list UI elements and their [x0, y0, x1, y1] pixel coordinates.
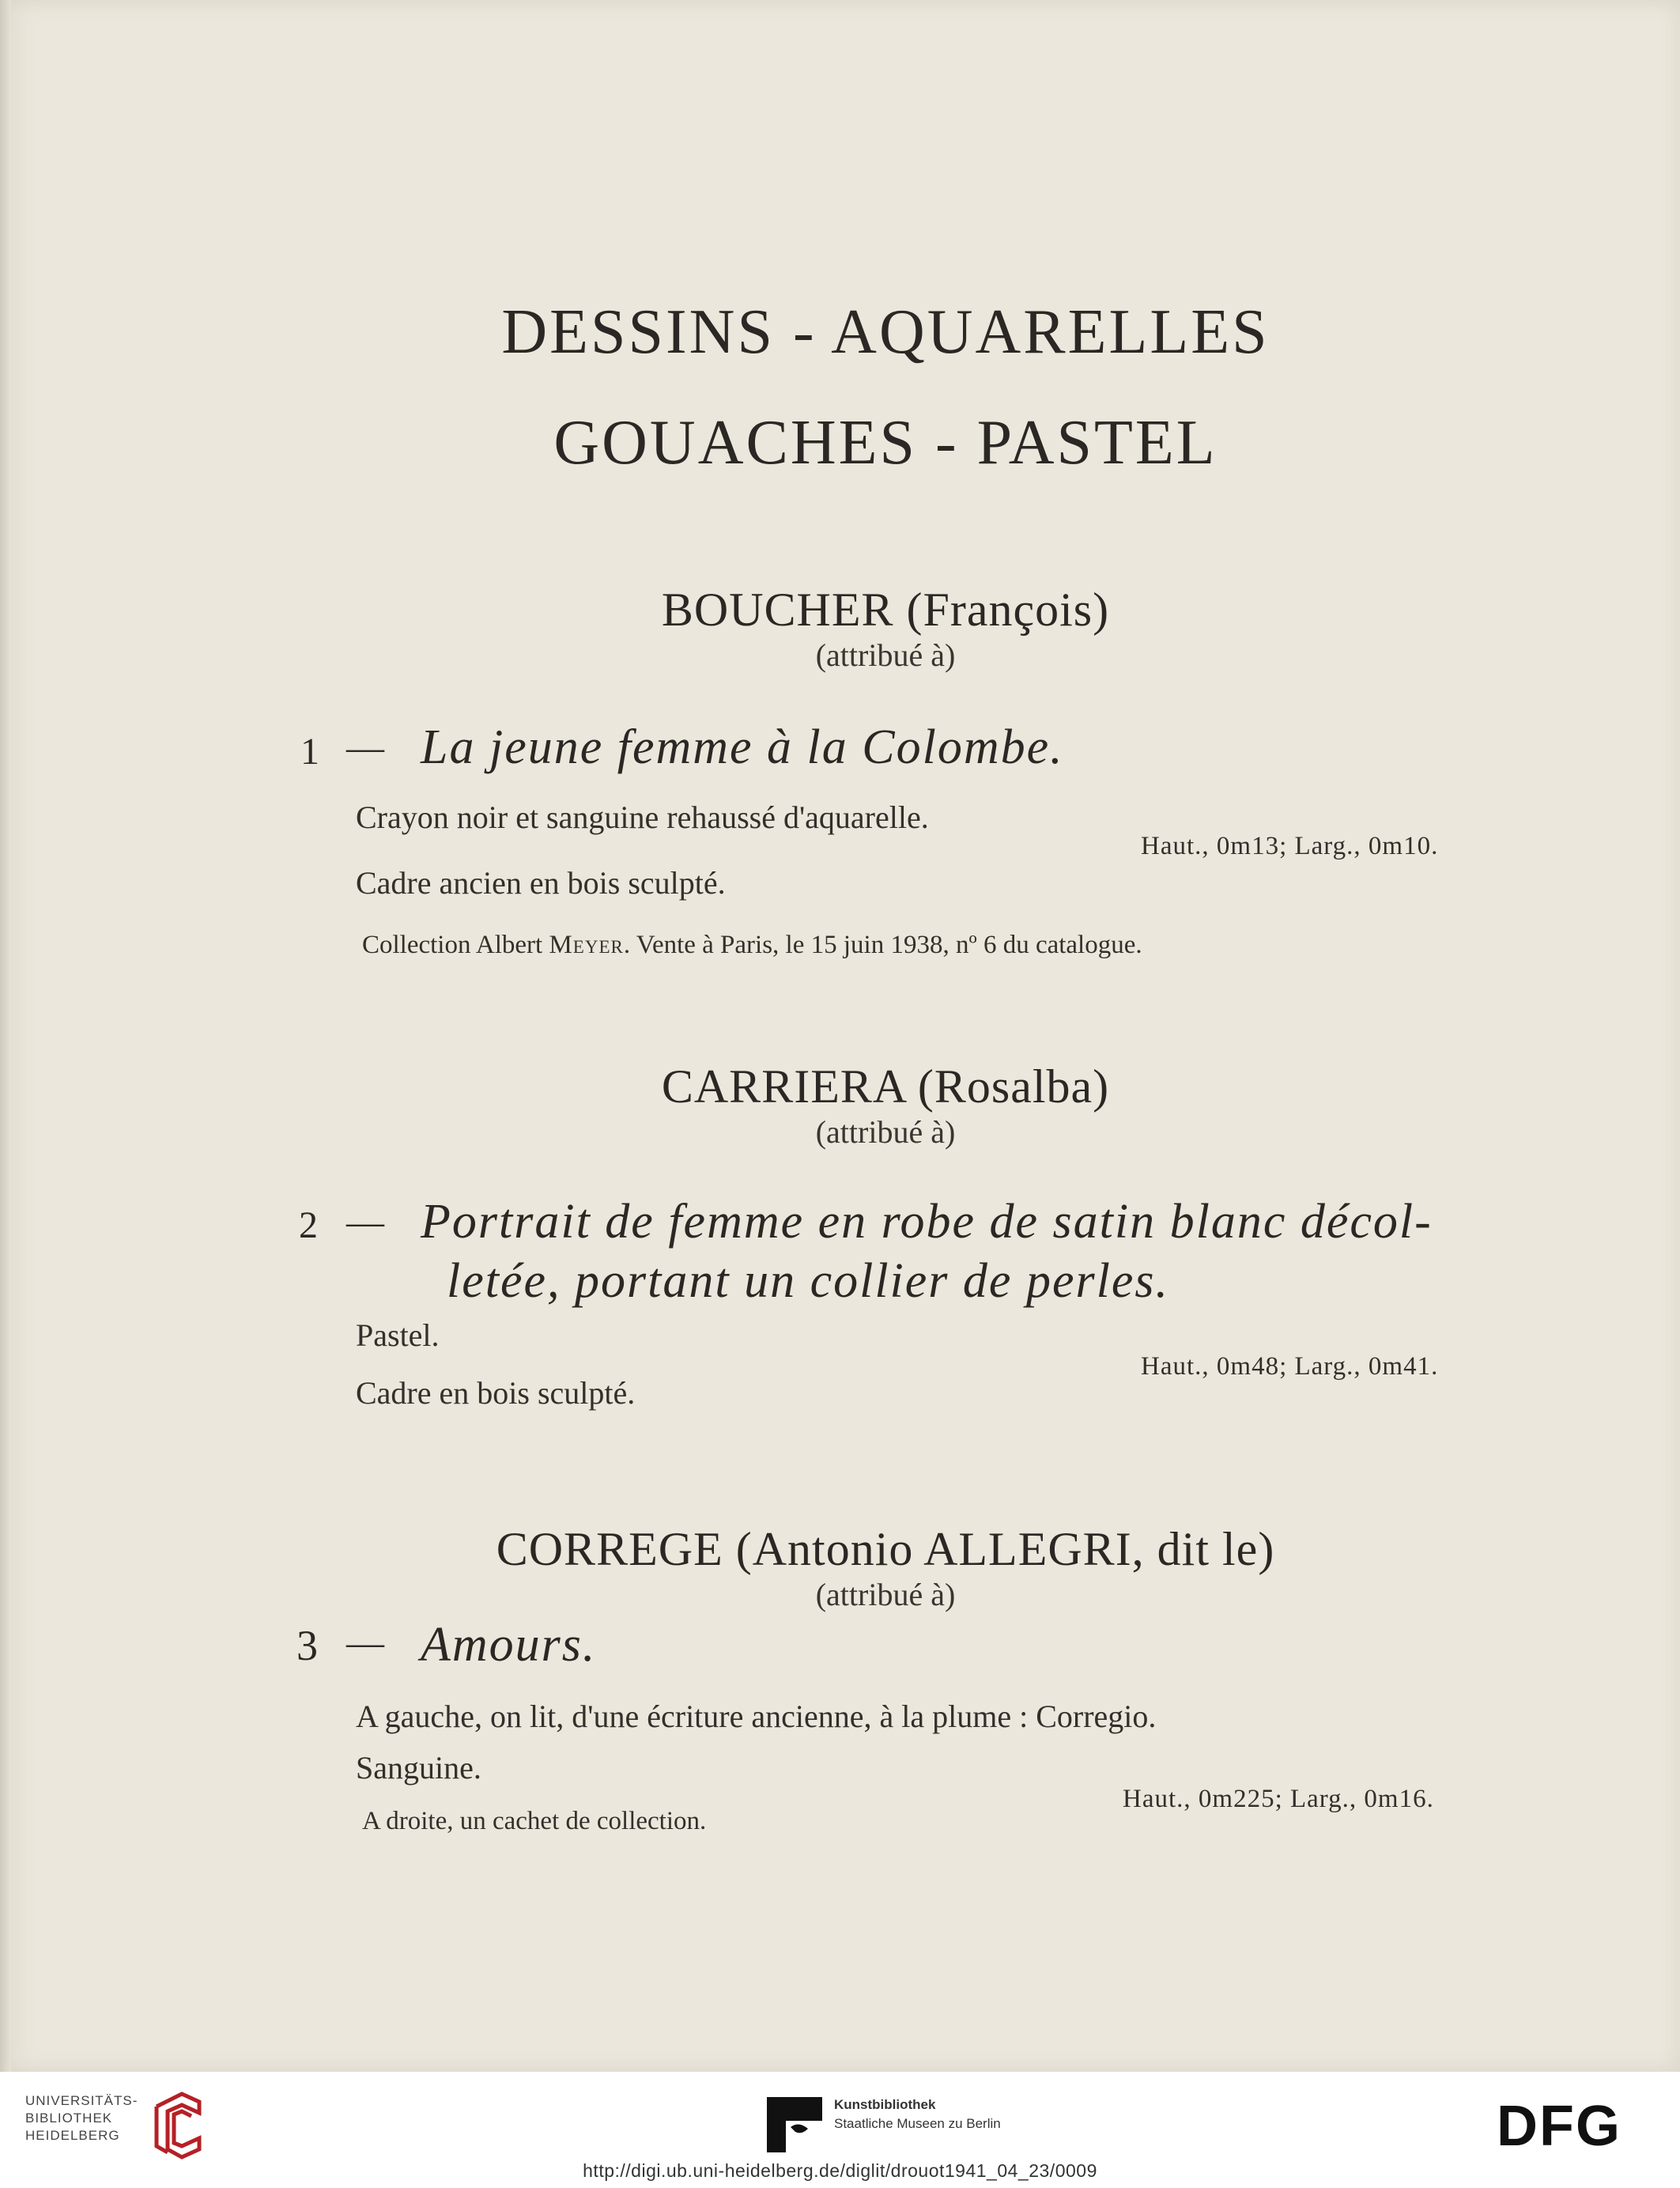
lot-1-frame: Cadre ancien en bois sculpté. — [356, 865, 726, 901]
lot-1-number: 1 — [300, 731, 319, 773]
lot-3-title: Amours. — [421, 1618, 597, 1672]
lot-2-frame: Cadre en bois sculpté. — [356, 1375, 636, 1411]
lot-1-artist: BOUCHER (François) — [661, 584, 1110, 636]
lot-2-dash: — — [346, 1201, 384, 1243]
page-heading-line-2: GOUACHES - PASTEL — [553, 408, 1218, 478]
lot-1-attribution: (attribué à) — [815, 637, 956, 673]
lot-2-medium: Pastel. — [356, 1317, 440, 1353]
page-heading-line-1: DESSINS - AQUARELLES — [501, 297, 1270, 367]
uhd-line-1: UNIVERSITÄTS- — [25, 2093, 138, 2108]
kb-name: Kunstbibliothek — [834, 2097, 936, 2112]
lot-2-dimensions: Haut., 0m48; Larg., 0m41. — [1141, 1352, 1439, 1381]
lot-2-title-line-2: letée, portant un collier de perles. — [447, 1254, 1169, 1308]
lot-1-title: La jeune femme à la Colombe. — [421, 720, 1064, 774]
lot-1-dash: — — [346, 727, 384, 769]
source-url[interactable]: http://digi.ub.uni-heidelberg.de/diglit/drouot1941_04_23/0009 — [583, 2160, 1097, 2181]
lot-2-title-line-1: Portrait de femme en robe de satin blanc décol- — [421, 1195, 1433, 1249]
lot-3-stamp: A droite, un cachet de collection. — [362, 1807, 707, 1835]
uhd-logo-icon — [150, 2091, 206, 2162]
lot-2-artist: CARRIERA (Rosalba) — [661, 1060, 1110, 1113]
uhd-line-2: BIBLIOTHEK — [25, 2111, 113, 2126]
lot-3-medium: Sanguine. — [356, 1750, 481, 1786]
lot-1-provenance: Collection Albert Meyer. Vente à Paris, le 15 juin 1938, nº 6 du catalogue. — [362, 931, 1142, 959]
lot-2-attribution: (attribué à) — [815, 1114, 956, 1150]
kunstbibliothek-logo-icon — [767, 2097, 822, 2152]
uhd-library-name — [25, 2092, 138, 2145]
lot-3-attribution: (attribué à) — [815, 1577, 956, 1612]
lot-2-number: 2 — [299, 1204, 318, 1246]
kb-subtitle: Staatliche Museen zu Berlin — [834, 2116, 1001, 2131]
lot-3-dimensions: Haut., 0m225; Larg., 0m16. — [1123, 1785, 1434, 1813]
lot-1-dimensions: Haut., 0m13; Larg., 0m10. — [1141, 832, 1439, 860]
lot-3-dash: — — [346, 1622, 384, 1664]
lot-3-inscription: A gauche, on lit, d'une écriture ancienne, à la plume : Corregio. — [356, 1699, 1157, 1734]
lot-3-artist: CORREGE (Antonio ALLEGRI, dit le) — [496, 1523, 1275, 1575]
dfg-logo: DFG — [1497, 2095, 1621, 2158]
kunstbibliothek-name — [834, 2095, 1001, 2133]
footer-bar — [0, 2072, 1680, 2188]
lot-3-number: 3 — [296, 1622, 318, 1669]
lot-1-medium: Crayon noir et sanguine rehaussé d'aquarelle. — [356, 799, 929, 835]
uhd-line-3: HEIDELBERG — [25, 2128, 120, 2143]
